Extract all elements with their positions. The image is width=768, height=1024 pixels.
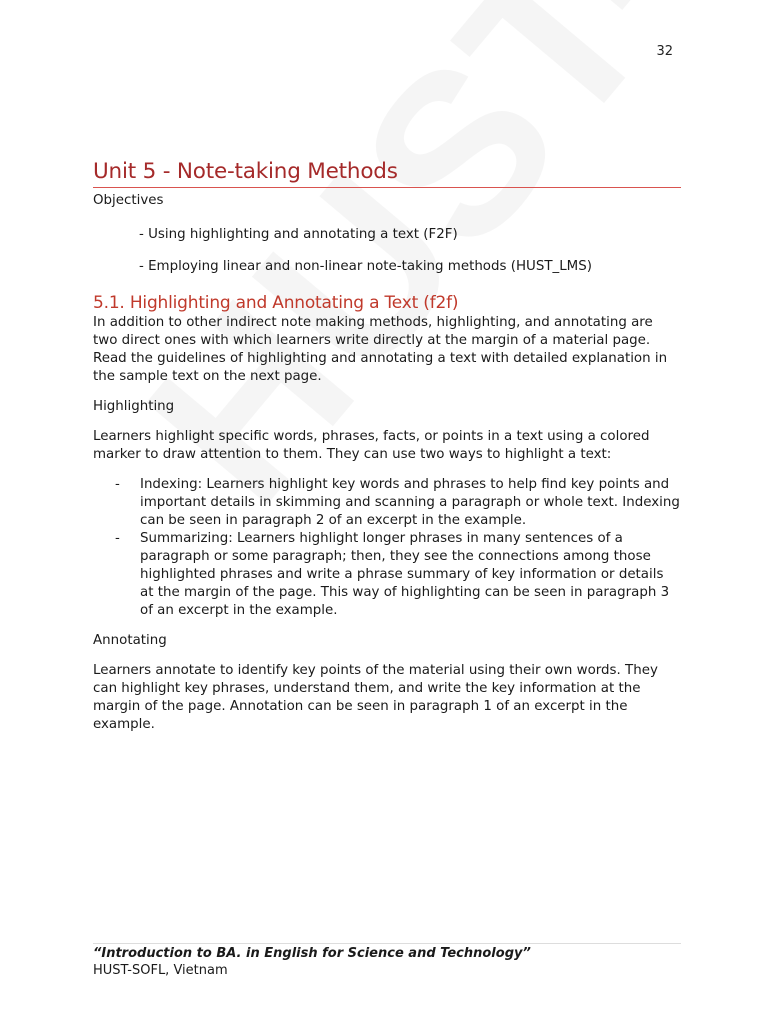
page-number: 32 xyxy=(656,44,673,59)
list-dash: - xyxy=(115,477,120,492)
list-item xyxy=(93,476,681,530)
objectives-label: Objectives xyxy=(93,193,164,208)
section-heading: 5.1. Highlighting and Annotating a Text (f2f) xyxy=(93,293,459,313)
footer xyxy=(93,945,531,979)
footer-organization: HUST-SOFL, Vietnam xyxy=(93,963,228,978)
highlighting-label: Highlighting xyxy=(93,399,175,414)
page-content xyxy=(93,158,681,734)
highlighting-methods-list xyxy=(93,476,681,620)
intro-paragraph: In addition to other indirect note making methods, highlighting, and annotating are two direct ones with which learners write directly at the margin of a material page. Read the guidelines of highlighting and annotating a text with detailed explanation in the sample text on the next page. xyxy=(93,315,668,384)
objective-item: - Using highlighting and annotating a text (F2F) xyxy=(139,227,458,242)
footer-divider xyxy=(93,943,681,944)
list-dash: - xyxy=(115,531,120,546)
footer-course-title: “Introduction to BA. in English for Science and Technology” xyxy=(93,946,531,961)
unit-title: Unit 5 - Note-taking Methods xyxy=(93,158,681,188)
list-item-text: Summarizing: Learners highlight longer phrases in many sentences of a paragraph or some paragraph; then, they see the connections among those highlighted phrases and write a phrase summary of key information or details at the margin of the page. This way of highlighting can be seen in paragraph 3 of an excerpt in the example. xyxy=(140,531,670,618)
annotating-paragraph: Learners annotate to identify key points of the material using their own words. They can highlight key phrases, understand them, and write the key information at the margin of the page. Annotation can be seen in paragraph 1 of an excerpt in the example. xyxy=(93,663,658,732)
highlighting-paragraph: Learners highlight specific words, phrases, facts, or points in a text using a colored marker to draw attention to them. They can use two ways to highlight a text: xyxy=(93,429,650,462)
objective-item: - Employing linear and non-linear note-taking methods (HUST_LMS) xyxy=(139,259,592,274)
annotating-label: Annotating xyxy=(93,633,167,648)
list-item-text: Indexing: Learners highlight key words and phrases to help find key points and important details in skimming and scanning a paragraph or whole text. Indexing can be seen in paragraph 2 of an excerpt in the example. xyxy=(140,477,680,528)
list-item xyxy=(93,530,681,620)
